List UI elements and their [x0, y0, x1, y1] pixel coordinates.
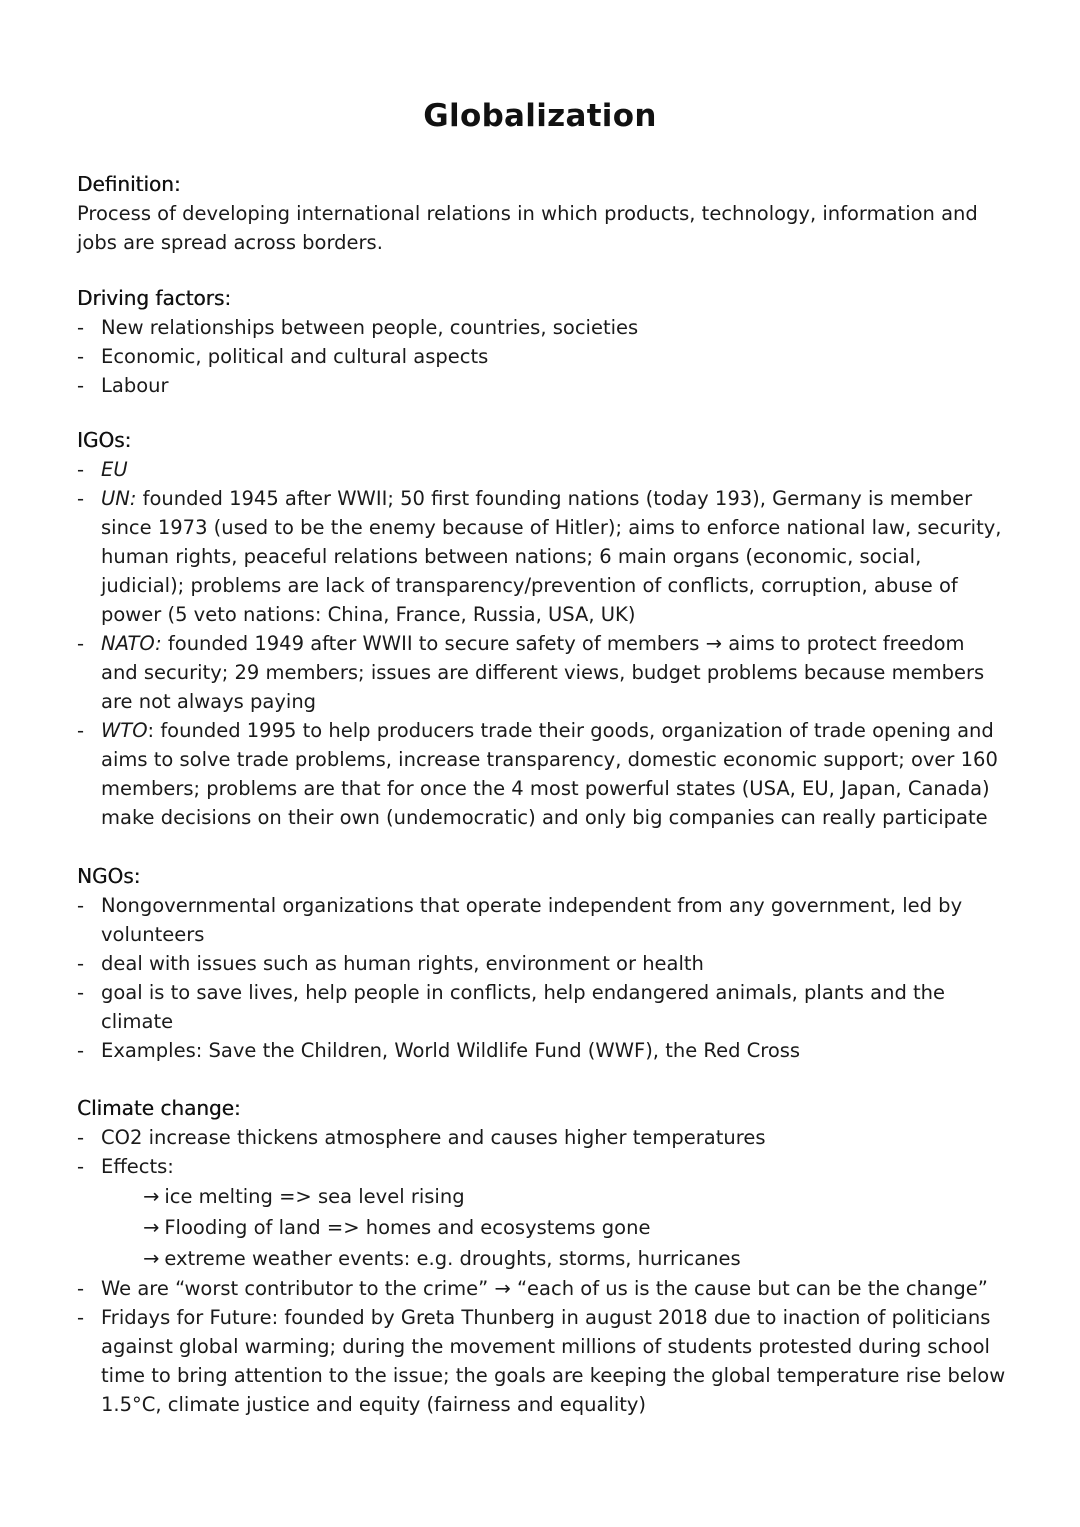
igo-name: WTO: [101, 719, 148, 742]
dash-bullet: -: [77, 894, 85, 917]
dash-bullet: -: [77, 374, 85, 397]
dash-bullet: -: [77, 1039, 85, 1062]
list-item: - Economic, political and cultural aspects: [77, 342, 1007, 371]
ngos-section: [77, 862, 1007, 1065]
definition-heading: Definition:: [77, 172, 181, 196]
igos-section: [77, 426, 1007, 832]
dash-bullet: -: [77, 632, 85, 655]
climate-heading: Climate change:: [77, 1096, 241, 1120]
driving-factors-list: [77, 313, 1007, 400]
igo-name: UN:: [101, 487, 137, 510]
dash-bullet: -: [77, 1277, 85, 1300]
arrow-right-icon: →: [143, 1247, 160, 1270]
list-item: [77, 455, 1007, 484]
igo-name: NATO:: [101, 632, 162, 655]
igos-heading: IGOs:: [77, 428, 132, 452]
definition-section: [77, 170, 1007, 257]
dash-bullet: -: [77, 981, 85, 1004]
effects-list: [77, 1181, 1007, 1274]
list-item: - deal with issues such as human rights, environment or health: [77, 949, 1007, 978]
dash-bullet: -: [77, 1306, 85, 1329]
dash-bullet: -: [77, 1126, 85, 1149]
dash-bullet: -: [77, 1155, 85, 1178]
igo-description: : founded 1995 to help producers trade their goods, organization of trade opening and aims to solve trade problems, increase transparency, domestic economic support; over 160 members; problems are that for once the 4 most powerful states (USA, EU, Japan, Canada) make decisions on their own (undemocratic) and only big companies can really participate: [101, 719, 998, 829]
list-item: - Examples: Save the Children, World Wildlife Fund (WWF), the Red Cross: [77, 1036, 1007, 1065]
igo-name: EU: [101, 458, 128, 481]
list-item: - Labour: [77, 371, 1007, 400]
ngos-list: [77, 891, 1007, 1065]
climate-list-continued: [77, 1274, 1007, 1419]
igos-list: [77, 455, 1007, 832]
dash-bullet: -: [77, 345, 85, 368]
list-item: - CO2 increase thickens atmosphere and causes higher temperatures: [77, 1123, 1007, 1152]
climate-section: [77, 1094, 1007, 1419]
list-item: [77, 484, 1007, 629]
list-item: - Effects:: [77, 1152, 1007, 1181]
list-item: → Flooding of land => homes and ecosystems gone: [143, 1212, 1007, 1243]
list-item: - New relationships between people, countries, societies: [77, 313, 1007, 342]
climate-list: [77, 1123, 1007, 1181]
ngos-heading: NGOs:: [77, 864, 141, 888]
arrow-right-icon: →: [143, 1216, 160, 1239]
dash-bullet: -: [77, 316, 85, 339]
page-title: Globalization: [423, 98, 657, 134]
list-item: [77, 629, 1007, 716]
dash-bullet: -: [77, 952, 85, 975]
dash-bullet: -: [77, 719, 85, 742]
list-item: - We are “worst contributor to the crime” → “each of us is the cause but can be the change”: [77, 1274, 1007, 1303]
list-item: → ice melting => sea level rising: [143, 1181, 1007, 1212]
list-item: - Fridays for Future: founded by Greta Thunberg in august 2018 due to inaction of politicians against global warming; during the movement millions of students protested during school time to bring attention to the issue; the goals are keeping the global temperature rise below 1.5°C, climate justice and equity (fairness and equality): [77, 1303, 1007, 1419]
driving-factors-heading: Driving factors:: [77, 286, 232, 310]
dash-bullet: -: [77, 458, 85, 481]
igo-description: founded 1949 after WWII to secure safety of members → aims to protect freedom and security; 29 members; issues are different views, budget problems because members are not always paying: [101, 632, 985, 713]
list-item: → extreme weather events: e.g. droughts, storms, hurricanes: [143, 1243, 1007, 1274]
list-item: - goal is to save lives, help people in conflicts, help endangered animals, plants and the climate: [77, 978, 1007, 1036]
arrow-right-icon: →: [143, 1185, 160, 1208]
list-item: - Nongovernmental organizations that operate independent from any government, led by volunteers: [77, 891, 1007, 949]
driving-factors-section: [77, 284, 1007, 400]
igo-description: founded 1945 after WWII; 50 first founding nations (today 193), Germany is member since 1973 (used to be the enemy because of Hitler); aims to enforce national law, security, human rights, peaceful relations between nations; 6 main organs (economic, social, judicial); problems are lack of transparency/prevention of conflicts, corruption, abuse of power (5 veto nations: China, France, Russia, USA, UK): [101, 487, 1002, 626]
list-item: [77, 716, 1007, 832]
definition-text: Process of developing international relations in which products, technology, information and jobs are spread across borders.: [77, 202, 978, 254]
dash-bullet: -: [77, 487, 85, 510]
